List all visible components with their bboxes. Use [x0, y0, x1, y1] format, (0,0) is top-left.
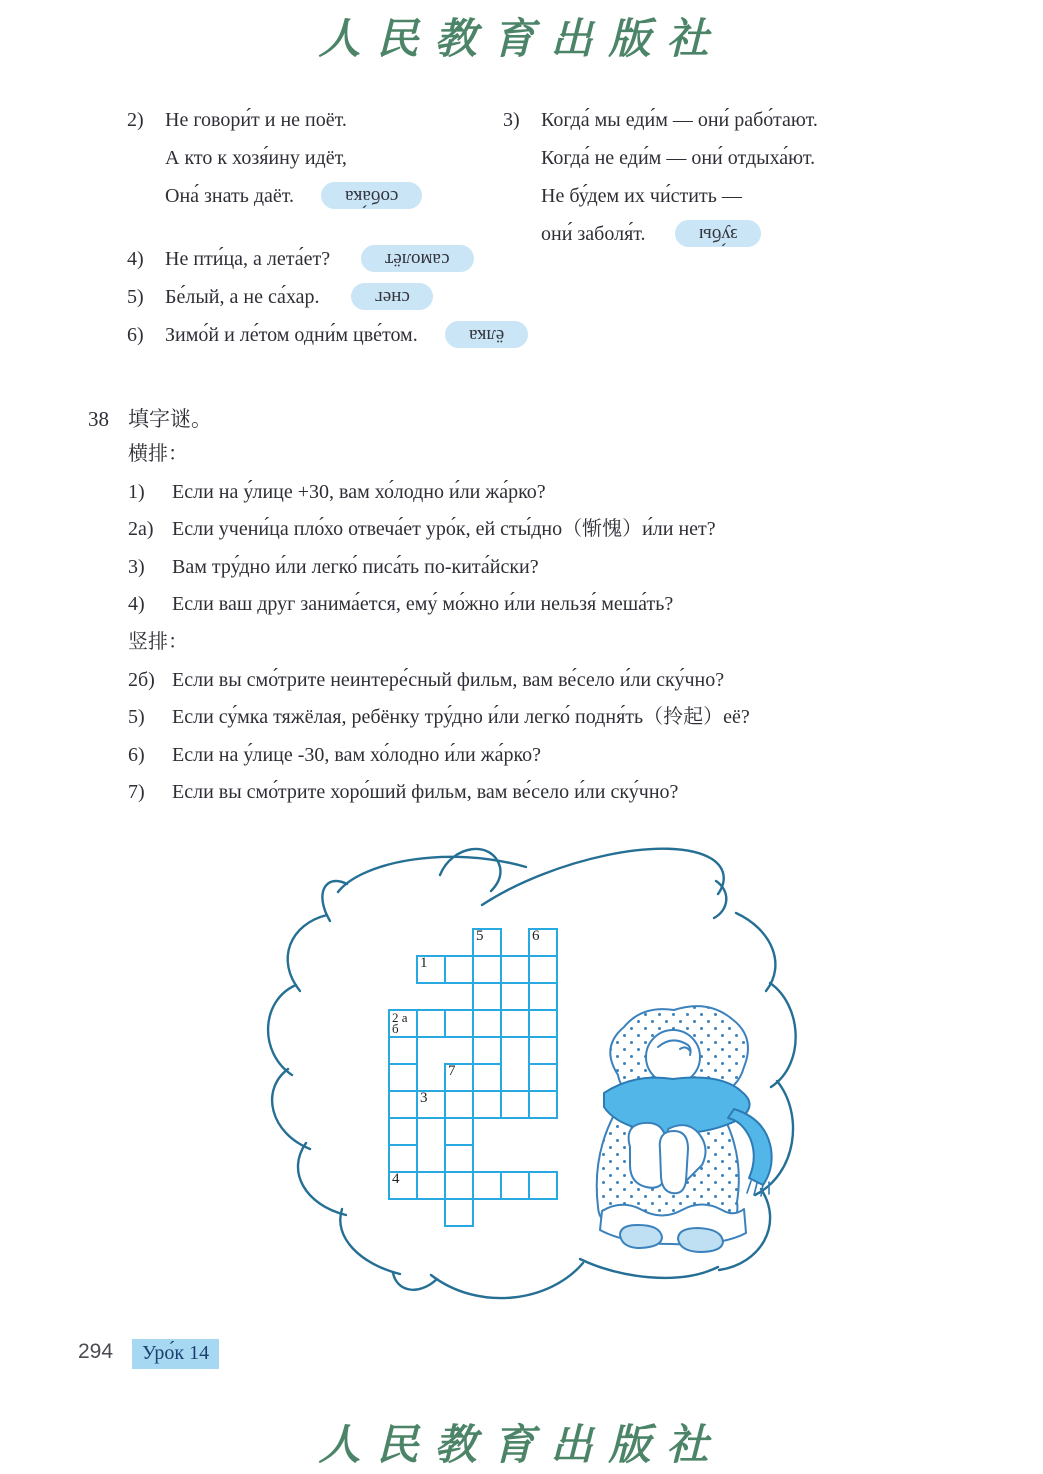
clue-down-5: 5) Если су́мка тяжёлая, ребёнку тру́дно и́ли легко́ подня́ть（拎起）её?: [128, 706, 750, 729]
crossword-cell-r2c3: [444, 955, 474, 984]
crossword-cell-r7c5: [500, 1090, 530, 1119]
crossword-clues: [128, 436, 948, 812]
crossword-cell-r6c3: [444, 1063, 474, 1092]
crossword-cell-r2c2: [416, 955, 446, 984]
crossword-clue-number: 3: [420, 1090, 428, 1106]
crossword-cell-r6c6: [528, 1063, 558, 1092]
exercise-title: 填字谜。: [128, 407, 212, 431]
crossword-cell-r3c6: [528, 982, 558, 1011]
crossword-cell-r11c3: [444, 1198, 474, 1227]
crossword-clue-number: 5: [476, 928, 484, 944]
crossword-cell-r3c4: [472, 982, 502, 1011]
publisher-calligraphy-top: 人民教育出版社: [318, 17, 725, 63]
crossword-cell-r2c4: [472, 955, 502, 984]
riddle-number: 6): [127, 324, 144, 346]
crossword-cell-r5c4: [472, 1036, 502, 1065]
crossword-cell-r4c3: [444, 1009, 474, 1038]
answer-pill: [321, 182, 422, 209]
upside-down-answer: соба́ка: [345, 186, 399, 208]
upside-down-answer: ёлка: [468, 325, 505, 347]
riddle-number: 5): [127, 286, 144, 308]
riddle-line: Когда́ не еди́м — они́ отдыха́ют.: [541, 147, 816, 169]
crossword-cell-r9c3: [444, 1144, 474, 1173]
crossword-grid: [388, 928, 588, 1228]
riddle-3: [503, 101, 818, 253]
riddle-line: Не пти́ца, а лета́ет? самолёт: [165, 240, 474, 278]
riddle-line: А кто к хозя́ину идёт,: [165, 147, 347, 169]
riddle-4: [127, 240, 474, 278]
crossword-cell-r10c3: [444, 1171, 474, 1200]
answer-pill: [445, 321, 528, 348]
crossword-cell-r9c1: [388, 1144, 418, 1173]
crossword-cell-r7c1: [388, 1090, 418, 1119]
clue-across-2a: 2а) Если учени́ца пло́хо отвеча́ет уро́к, ей сты́дно（惭愧）и́ли нет?: [128, 518, 716, 541]
crossword-cell-r1c6: [528, 928, 558, 957]
riddle-line: они́ заболя́т. зу́бы: [541, 215, 818, 253]
clue-across-3: 3) Вам тру́дно и́ли легко́ писа́ть по-кита́йски?: [128, 555, 539, 578]
crossword-cell-r10c2: [416, 1171, 446, 1200]
crossword-clue-number: 4: [392, 1171, 400, 1187]
riddle-2: [127, 101, 422, 215]
crossword-cell-r5c1: [388, 1036, 418, 1065]
crossword-cell-r8c3: [444, 1117, 474, 1146]
riddle-line: Она́ знать даёт. соба́ка: [165, 177, 422, 215]
crossword-clue-number: 6: [532, 928, 540, 944]
crossword-cell-r8c1: [388, 1117, 418, 1146]
riddle-line: Зимо́й и ле́том одни́м цве́том. ёлка: [165, 316, 528, 354]
clue-across-1: 1) Если на у́лице +30, вам хо́лодно и́ли жа́рко?: [128, 480, 546, 503]
riddle-number: 2): [127, 109, 144, 131]
answer-pill: [351, 283, 434, 310]
crossword-cell-r10c4: [472, 1171, 502, 1200]
crossword-cell-r7c4: [472, 1090, 502, 1119]
crossword-cell-r7c6: [528, 1090, 558, 1119]
crossword-cell-r6c1: [388, 1063, 418, 1092]
upside-down-answer: самолёт: [385, 249, 450, 271]
crossword-cell-r4c4: [472, 1009, 502, 1038]
answer-pill: [361, 245, 474, 272]
crossword-clue-number: 7: [448, 1063, 456, 1079]
across-heading: 横排：: [128, 443, 188, 465]
crossword-cell-r2c5: [500, 955, 530, 984]
crossword-cell-r10c6: [528, 1171, 558, 1200]
riddle-line: Не бу́дем их чи́стить —: [541, 185, 742, 207]
upside-down-answer: зу́бы: [698, 224, 738, 246]
crossword-cell-r2c6: [528, 955, 558, 984]
crossword-cell-r10c1: [388, 1171, 418, 1200]
crossword-cell-r7c3: [444, 1090, 474, 1119]
crossword-cell-r4c5: [500, 1009, 530, 1038]
riddle-6: [127, 316, 528, 354]
lesson-label: Уро́к 14: [132, 1339, 219, 1369]
upside-down-answer: снег: [374, 287, 410, 309]
page-number: 294: [78, 1340, 114, 1363]
answer-pill: [675, 220, 762, 247]
riddle-number: 3): [503, 109, 520, 131]
clue-down-2b: 2б) Если вы смо́трите неинтере́сный фильм, вам ве́село и́ли ску́чно?: [128, 668, 725, 691]
crossword-clue-number: 1: [420, 955, 428, 971]
crossword-cell-r4c1: [388, 1009, 418, 1038]
riddle-line: Не говори́т и не поёт.: [165, 109, 347, 131]
riddle-5: [127, 278, 433, 316]
crossword-cell-r4c2: [416, 1009, 446, 1038]
down-heading: 竖排：: [128, 630, 188, 653]
clue-across-4: 4) Если ваш друг занима́ется, ему́ мо́жно и́ли нельзя́ меша́ть?: [128, 593, 674, 616]
exercise-number: 38: [88, 407, 109, 431]
riddle-number: 4): [127, 248, 144, 270]
publisher-calligraphy-bottom: 人民教育出版社: [318, 1423, 725, 1469]
crossword-cell-r6c4: [472, 1063, 502, 1092]
crossword-cell-r5c6: [528, 1036, 558, 1065]
clue-down-7: 7) Если вы смо́трите хоро́ший фильм, вам ве́село и́ли ску́чно?: [128, 781, 679, 804]
clue-down-6: 6) Если на у́лице -30, вам хо́лодно и́ли жа́рко?: [128, 743, 542, 766]
crossword-cell-r4c6: [528, 1009, 558, 1038]
crossword-cell-r7c2: [416, 1090, 446, 1119]
crossword-cell-r1c4: [472, 928, 502, 957]
child-in-winter-clothes-drawing: [572, 997, 777, 1255]
riddle-line: Бе́лый, а не са́хар. снег: [165, 278, 433, 316]
crossword-cell-r10c5: [500, 1171, 530, 1200]
crossword-clue-number: 2 а б: [392, 1010, 408, 1036]
riddle-line: Когда́ мы еди́м — они́ рабо́тают.: [541, 109, 818, 131]
